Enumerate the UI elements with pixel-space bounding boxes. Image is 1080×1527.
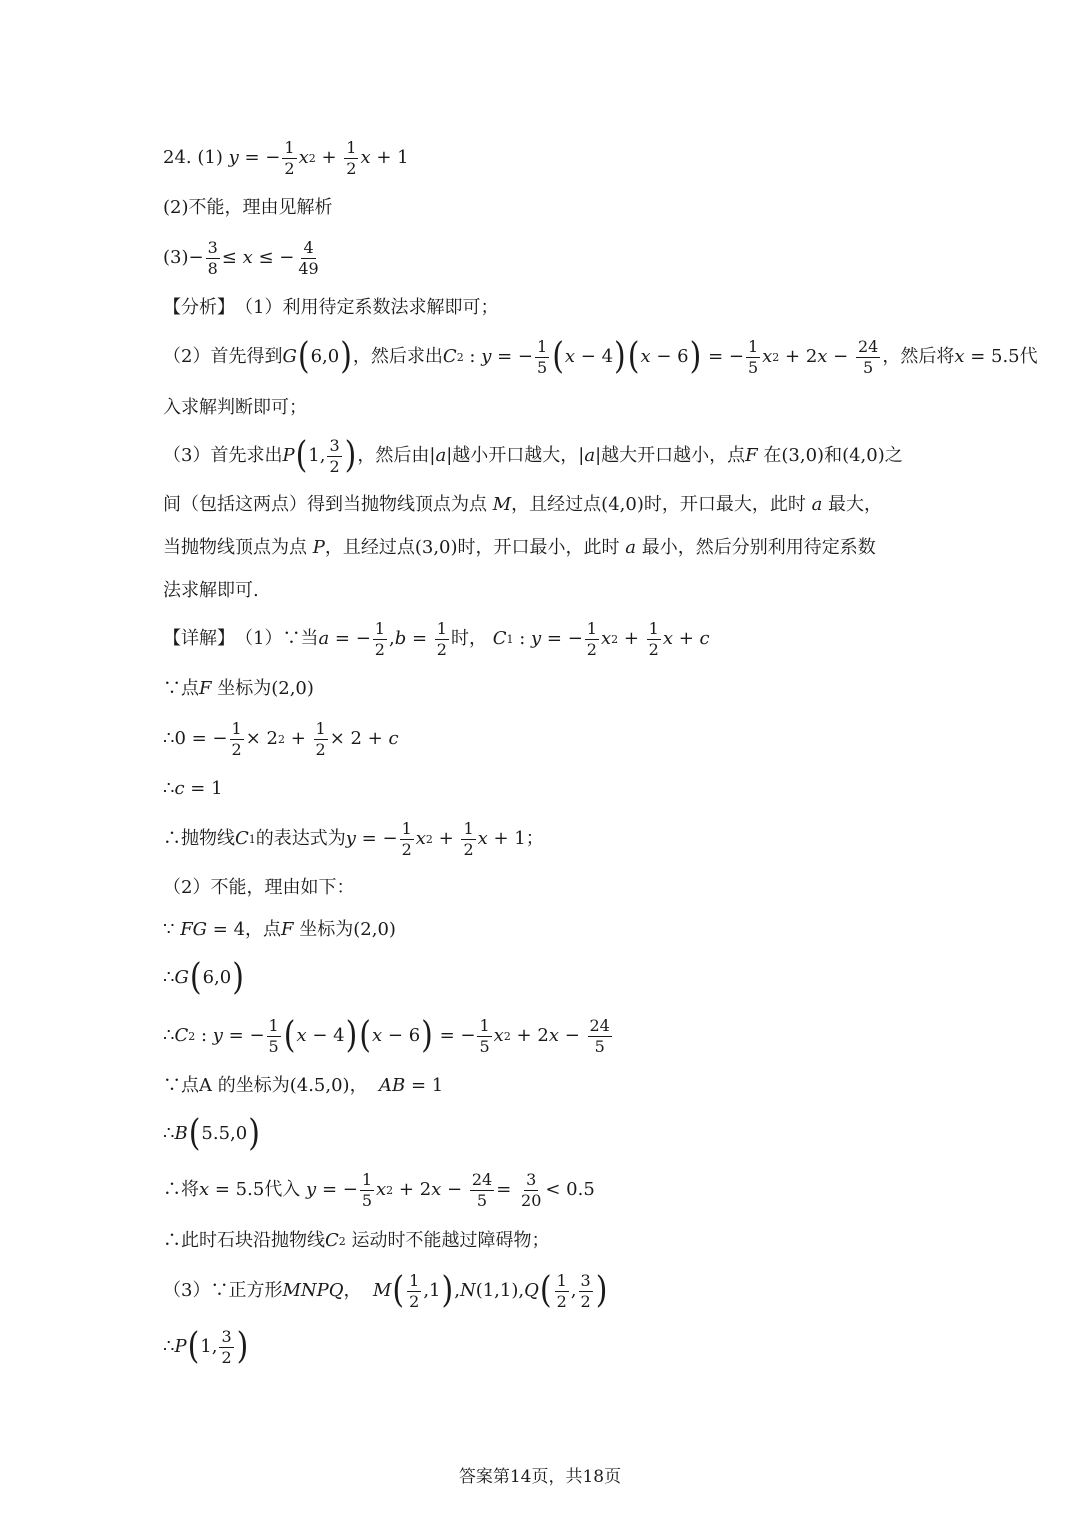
detail-line-2: ∵点 F 坐标为 (2,0) [163, 678, 314, 699]
detail-line-12: ∴将 x = 5.5 代入 y = − $\frac{1}{5}$ x 2 + 2 x − $\frac{24}{5}$ = $\frac{3}{20}$ < 0.5 [163, 1169, 595, 1210]
answer-line-2: (2)不能，理由见解析 [163, 197, 333, 218]
detail-line-5: ∴抛物线 C 1 的表达式为 y = − $\frac{1}{2}$ x 2 + $\frac{1}{2}$ x + 1 ； [163, 818, 544, 859]
detail-line-3: ∴ 0 = − $\frac{1}{2}$ × 2 2 + $\frac{1}{2}$ × 2 + c [163, 718, 399, 759]
analysis-line-7: 法求解即可. [163, 580, 259, 601]
analysis-line-6: 当抛物线顶点为点 P ，且经过点 (3,0) 时，开口最小，此时 a 最小，然后分别利用待定系数 [163, 537, 876, 558]
detail-line-4: ∴ c = 1 [163, 778, 223, 799]
analysis-line-5: 间（包括这两点）得到当抛物线顶点为点 M ，且经过点 (4,0) 时，开口最大，此时 a 最大， [163, 494, 883, 515]
answer-line-3: (3) − $\frac{3}{8}$ ≤ x ≤ − $\frac{4}{49}$ [163, 237, 319, 278]
answer-line-1: 24. (1) y = − $\frac{1}{2}$ x 2 + $\frac{1}{2}$ x + 1 [163, 137, 409, 178]
detail-line-8: ∴ G ( 6,0 ) [163, 956, 244, 999]
detail-line-7: ∵ FG = 4 ，点 F 坐标为 (2,0) [163, 919, 396, 940]
detail-line-9: ∴ C 2 : y = − $\frac{1}{5}$ ( x − 4 ) ( x − 6 ) = − $\frac{1}{5}$ x 2 + 2 x − $\frac{24}{5}$ [163, 1014, 610, 1057]
detail-line-14: （3）∵正方形 MNPQ ， M ( $\frac{1}{2}$ ,1 ) , N (1,1), Q ( $\frac{1}{2}$ , $\frac{3}{2}$ ) [163, 1269, 608, 1312]
detail-line-11: ∴ B ( 5.5,0 ) [163, 1112, 260, 1155]
detail-line-1: 【详解】 （1）∵当 a = − $\frac{1}{2}$ , b = $\frac{1}{2}$ 时， C 1 : y = − $\frac{1}{2}$ x 2 + $\frac{1}{2}$ x + c [163, 618, 710, 659]
analysis-line-3: 入求解判断即可； [163, 397, 307, 418]
detail-line-13: ∴此时石块沿抛物线 C 2 运动时不能越过障碍物； [163, 1230, 550, 1251]
detail-line-15: ∴ P ( 1, $\frac{3}{2}$ ) [163, 1325, 249, 1368]
detail-line-6: （2）不能，理由如下： [163, 877, 355, 898]
analysis-line-1: 【分析】 （1）利用待定系数法求解即可； [163, 297, 499, 318]
analysis-line-2: （2）首先得到 G ( 6,0 ) ，然后求出 C 2 : y = − $\frac{1}{5}$ ( x − 4 ) ( x − 6 ) = − $\frac{1}{5}$ x 2 + 2 x − $\frac{24}{5}$ ，然后将 x = 5.5 代 [163, 335, 1038, 378]
analysis-line-4: （3）首先求出 P ( 1, $\frac{3}{2}$ ) ，然后由 | a | 越小开口越大， | a | 越大开口越小，点 F 在 (3,0) 和 (4,0) 之 [163, 434, 903, 477]
page-footer: 答案第14页，共18页 [458, 1467, 622, 1487]
detail-line-10: ∵点A 的坐标为 (4.5,0) ， AB = 1 [163, 1075, 444, 1096]
